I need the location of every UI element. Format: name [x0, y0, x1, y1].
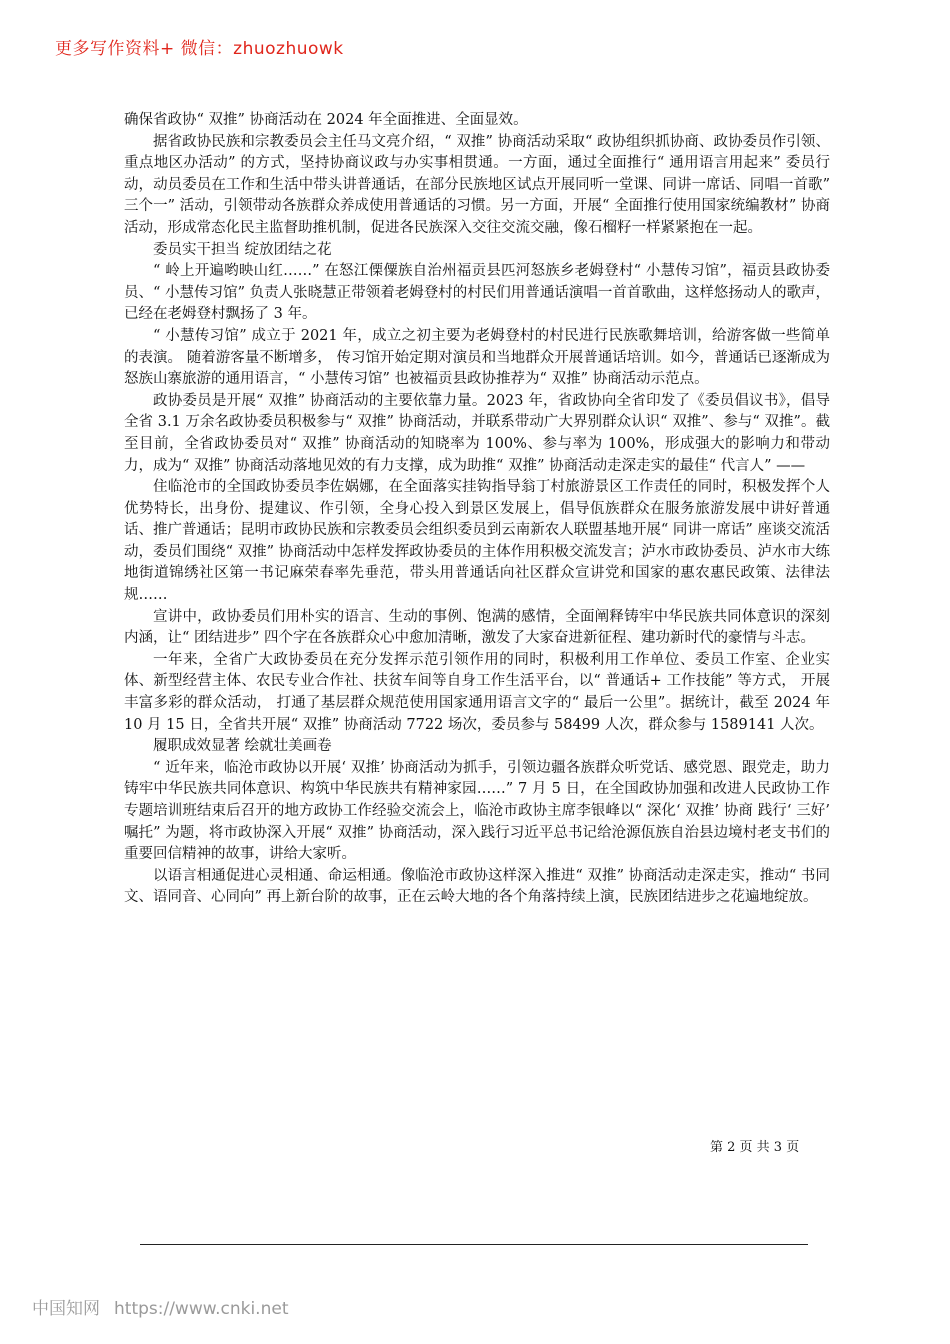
- paragraph: 确保省政协“ 双推” 协商活动在 2024 年全面推进、全面显效。: [124, 112, 528, 128]
- watermark-site-name: 中国知网: [32, 1299, 100, 1319]
- paragraph: 宣讲中，政协委员们用朴实的语言、生动的事例、饱满的感情，全面阐释铸牢中华民族共同体意识的深刻内涵，让“ 团结进步” 四个字在各族群众心中愈加清晰，激发了大家奋进新征程、建功新时代的豪情与斗志。: [124, 608, 830, 647]
- section-heading: 委员实干担当 绽放团结之花: [153, 241, 332, 258]
- paragraph: 以语言相通促进心灵相通、命运相通。像临沧市政协这样深入推进“ 双推” 协商活动走深走实，推动“ 书同文、语同音、心同向” 再上新台阶的故事，正在云岭大地的各个角落持续上演，民族团结进步之花遍地绽放。: [124, 867, 830, 906]
- watermark-url: https://www.cnki.net: [114, 1299, 289, 1319]
- cnki-watermark: [32, 1294, 288, 1319]
- paragraph: “ 小慧传习馆” 成立于 2021 年，成立之初主要为老姆登村的村民进行民族歌舞培训，给游客做一些简单的表演。 随着游客量不断增多， 传习馆开始定期对演员和当地群众开展普通话培训。如今，普通话已逐渐成为怒族山寨旅游的通用语言，“ 小慧传习馆” 也被福贡县政协推荐为“ 双推” 协商活动示范点。: [124, 327, 830, 388]
- header-promo-text: 更多写作资料+ 微信：zhuozhuowk: [55, 39, 344, 59]
- paragraph: “ 岭上开遍哟映山红……” 在怒江傈僳族自治州福贡县匹河怒族乡老姆登村“ 小慧传习馆”，福贡县政协委员、“ 小慧传习馆” 负责人张晓慧正带领着老姆登村的村民们用普通话演唱一首首歌曲，这样悠扬动人的歌声，已经在老姆登村飘扬了 3 年。: [124, 263, 830, 323]
- paragraph: 据省政协民族和宗教委员会主任马文亮介绍，“ 双推” 协商活动采取“ 政协组织抓协商、政协委员作引领、重点地区办活动” 的方式，坚持协商议政与办实事相贯通。一方面，通过全面推行“ 通用语言用起来” 委员行动，动员委员在工作和生活中带头讲普通话，在部分民族地区试点开展同听一堂课、同讲一席话、同唱一首歌” 三个一” 活动，引领带动各族群众养成使用普通话的习惯。另一方面，开展“ 全面推行使用国家统编教材” 协商活动，形成常态化民主监督助推机制，促进各民族深入交往交流交融，像石榴籽一样紧紧抱在一起。: [124, 133, 830, 236]
- paragraph: 住临沧市的全国政协委员李佐娲娜，在全面落实挂钩指导翁丁村旅游景区工作责任的同时，积极发挥个人优势特长，出身份、提建议、作引领，全身心投入到景区发展上，倡导佤族群众在服务旅游发展中讲好普通话、推广普通话；昆明市政协民族和宗教委员会组织委员到云南新农人联盟基地开展“ 同讲一席话” 座谈交流活动，委员们围绕“ 双推” 协商活动中怎样发挥政协委员的主体作用积极交流发言；泸水市政协委员、泸水市大练地街道锦绣社区第一书记麻荣春率先垂范，带头用普通话向社区群众宣讲党和国家的惠农惠民政策、法律法规……: [124, 479, 830, 604]
- paragraph: 政协委员是开展“ 双推” 协商活动的主要依靠力量。2023 年，省政协向全省印发了《委员倡议书》，倡导全省 3.1 万余名政协委员积极参与“ 双推” 协商活动，并联系带动广大界别群众认识“ 双推”、参与“ 双推”。截至目前，全省政协委员对“ 双推” 协商活动的知晓率为 100%、参与率为 100%，形成强大的影响力和带动力，成为“ 双推” 协商活动落地见效的有力支撑，成为助推“ 双推” 协商活动走深走实的最佳“ 代言人” ——: [124, 392, 830, 474]
- paragraph: “ 近年来，临沧市政协以开展‘ 双推’ 协商活动为抓手，引领边疆各族群众听党话、感党恩、跟党走，助力铸牢中华民族共同体意识、构筑中华民族共有精神家园……” 7 月 5 日，在全国政协加强和改进人民政协工作专题培训班结束后召开的地方政协工作经验交流会上，临沧市政协主席李银峰以“ 深化‘ 双推’ 协商 践行‘ 三好’ 嘱托” 为题，将市政协深入开展“ 双推” 协商活动，深入践行习近平总书记给沧源佤族自治县边境村老支书们的重要回信精神的故事，讲给大家听。: [124, 759, 830, 863]
- section-heading: 履职成效显著 绘就壮美画卷: [153, 738, 332, 755]
- paragraph: 一年来，全省广大政协委员在充分发挥示范引领作用的同时，积极利用工作单位、委员工作室、企业实体、新型经营主体、农民专业合作社、扶贫车间等自身工作生活平台，以“ 普通话+ 工作技能” 等方式， 开展丰富多彩的群众活动， 打通了基层群众规范使用国家通用语言文字的“ 最后一公里”。据统计，截至 2024 年 10 月 15 日，全省共开展“ 双推” 协商活动 7722 场次，委员参与 58499 人次，群众参与 1589141 人次。: [124, 651, 830, 733]
- page-number: 第 2 页 共 3 页: [710, 1140, 800, 1155]
- footer-divider: [140, 1244, 808, 1245]
- document-body: [124, 110, 830, 909]
